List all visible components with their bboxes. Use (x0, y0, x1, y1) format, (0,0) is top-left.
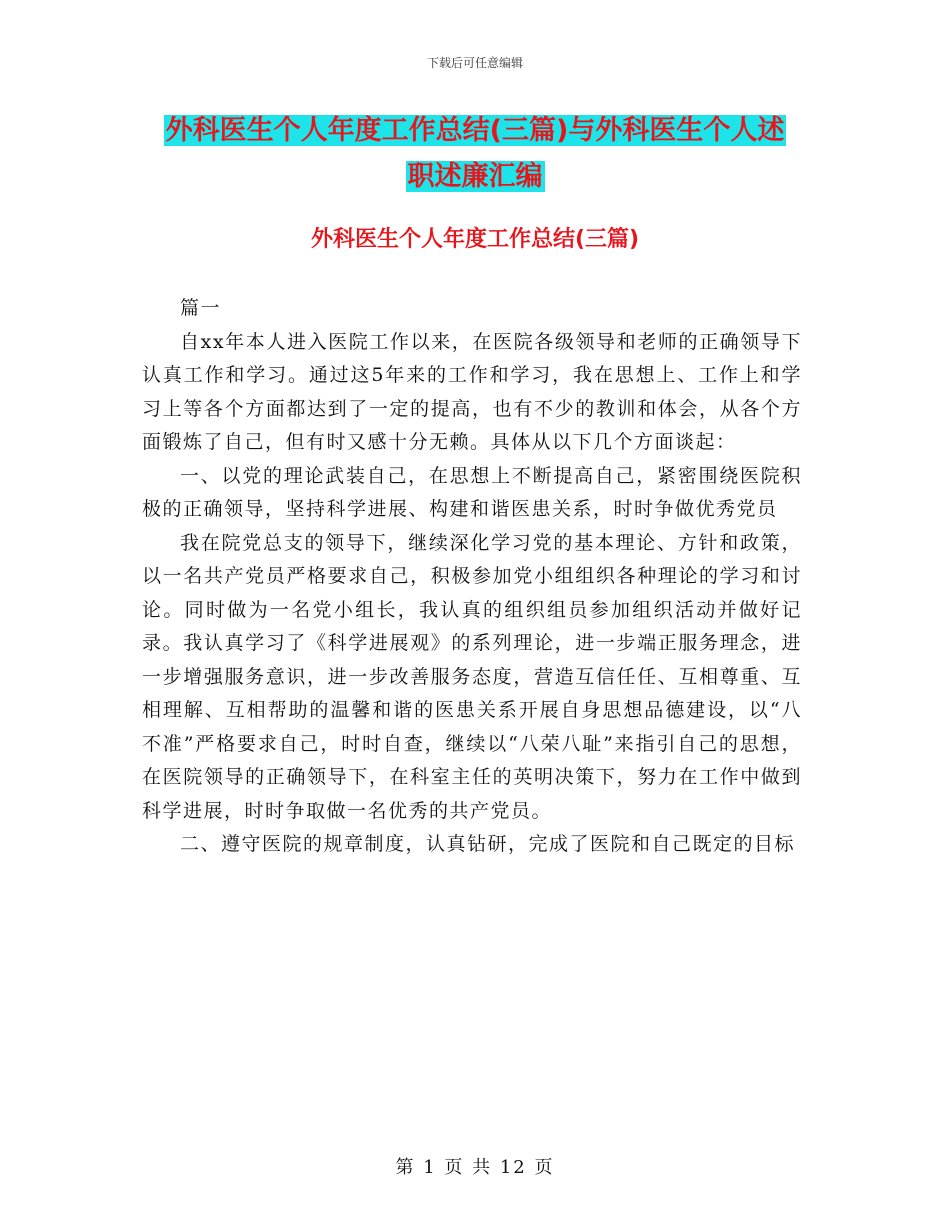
paragraph: 篇一 (180, 297, 222, 319)
document-title (0, 108, 950, 200)
page-number: 第 1 页 共 12 页 (395, 1157, 555, 1178)
body-text (142, 292, 802, 862)
document-title-line-2: 职述廉汇编 (407, 161, 543, 192)
header-note: 下载后可任意编辑 (426, 56, 523, 70)
paragraph: 二、遵守医院的规章制度，认真钻研，完成了医院和自己既定的目标 (180, 833, 796, 855)
section-title: 外科医生个人年度工作总结(三篇) (310, 227, 640, 252)
document-title-line-1: 外科医生个人年度工作总结(三篇)与外科医生个人述 (165, 115, 785, 146)
paragraph: 自xx年本人进入医院工作以来，在医院各级领导和老师的正确领导下认真工作和学习。通过这5年来的工作和学习，我在思想上、工作上和学习上等各个方面都达到了一定的提高，也有不少的教训和体会，从各个方面锻炼了自己，但有时又感十分无赖。具体从以下几个方面谈起： (142, 330, 802, 453)
paragraph: 一、以党的理论武装自己，在思想上不断提高自己，紧密围绕医院积极的正确领导，坚持科学进展、构建和谐医患关系，时时争做优秀党员 (142, 464, 802, 520)
paragraph: 我在院党总支的领导下，继续深化学习党的基本理论、方针和政策，以一名共产党员严格要求自己，积极参加党小组组织各种理论的学习和讨论。同时做为一名党小组长，我认真的组织组员参加组织活动并做好记录。我认真学习了《科学进展观》的系列理论，进一步端正服务理念，进一步增强服务意识，进一步改善服务态度，营造互信任任、互相尊重、互相理解、互相帮助的温馨和谐的医患关系开展自身思想品德建设，以“八不准”严格要求自己，时时自查，继续以“八荣八耻”来指引自己的思想，在医院领导的正确领导下，在科室主任的英明决策下，努力在工作中做到科学进展，时时争取做一名优秀的共产党员。 (142, 531, 802, 822)
